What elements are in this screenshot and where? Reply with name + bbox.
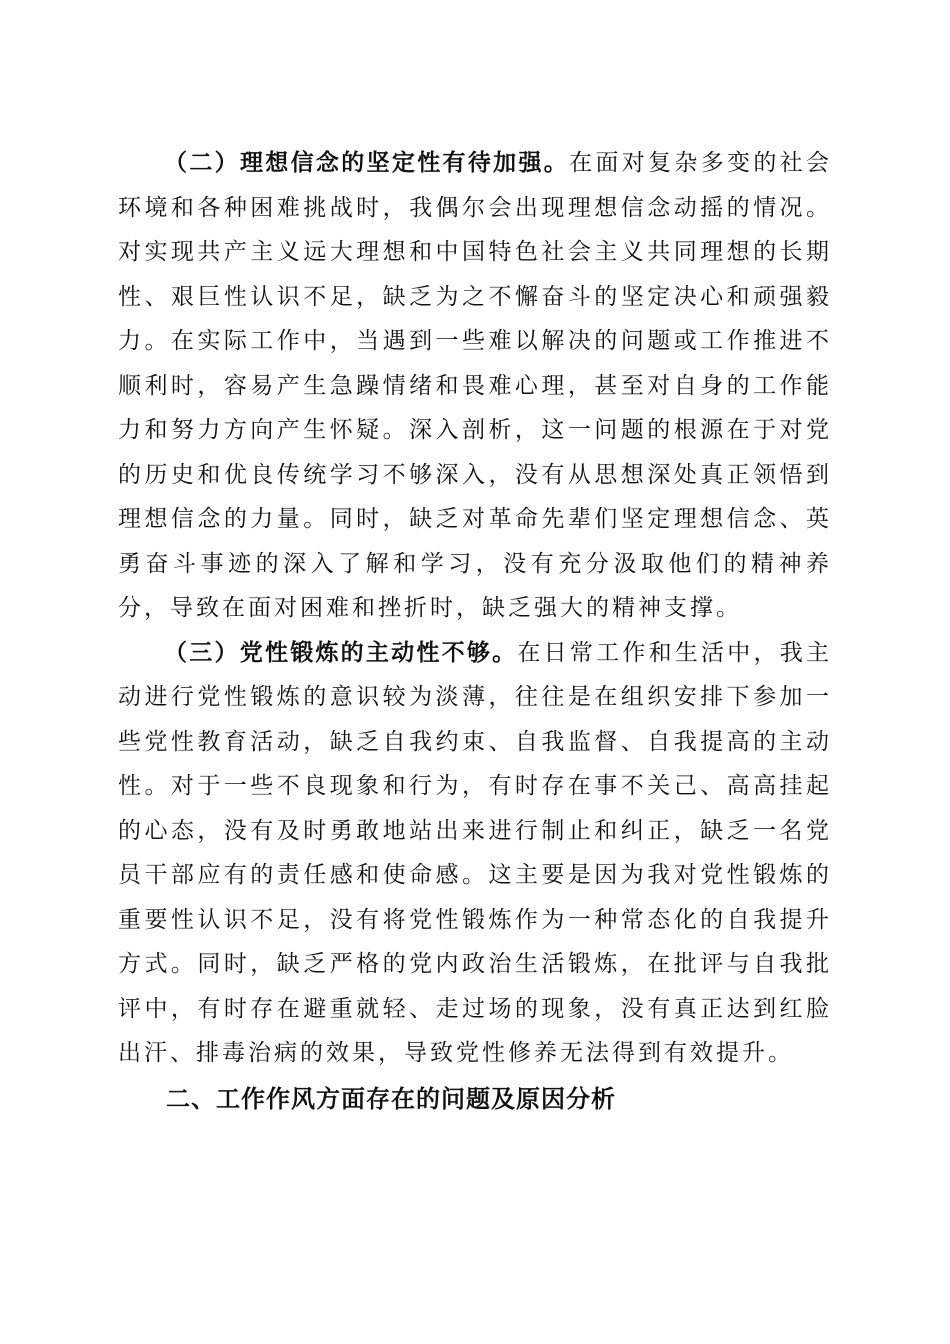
- paragraph-text: 在日常工作和生活中，我主动进行党性锻炼的意识较为淡薄，往往是在组织安排下参加一些党性教育活动，缺乏自我约束、自我监督、自我提高的主动性。对于一些不良现象和行为，有时存在事不关己、高高挂起的心态，没有及时勇敢地站出来进行制止和纠正，缺乏一名党员干部应有的责任感和使命感。这主要是因为我对党性锻炼的重要性认识不足，没有将党性锻炼作为一种常态化的自我提升方式。同时，缺乏严格的党内政治生活锻炼，在批评与自我批评中，有时存在避重就轻、走过场的现象，没有真正达到红脸出汗、排毒治病的效果，导致党性修养无法得到有效提升。: [118, 639, 833, 1066]
- paragraph-lead: （三）党性锻炼的主动性不够。: [164, 639, 518, 666]
- section-heading: 二、工作作风方面存在的问题及原因分析: [166, 1084, 616, 1113]
- paragraph-ideals-conviction: [118, 141, 832, 631]
- paragraph-lead: （二）理想信念的坚定性有待加强。: [164, 150, 570, 176]
- paragraph-text: 在面对复杂多变的社会环境和各种困难挑战时，我偶尔会出现理想信念动摇的情况。对实现共产主义远大理想和中国特色社会主义共同理想的长期性、艰巨性认识不足，缺乏为之不懈奋斗的坚定决心和顽强毅力。在实际工作中，当遇到一些难以解决的问题或工作推进不顺利时，容易产生急躁情绪和畏难心理，甚至对自身的工作能力和努力方向产生怀疑。深入剖析，这一问题的根源在于对党的历史和优良传统学习不够深入，没有从思想深处真正领悟到理想信念的力量。同时，缺乏对革命先辈们坚定理想信念、英勇奋斗事迹的深入了解和学习，没有充分汲取他们的精神养分，导致在面对困难和挫折时，缺乏强大的精神支撑。: [118, 150, 833, 621]
- paragraph-party-spirit: [118, 631, 832, 1076]
- document-body: [118, 141, 832, 1122]
